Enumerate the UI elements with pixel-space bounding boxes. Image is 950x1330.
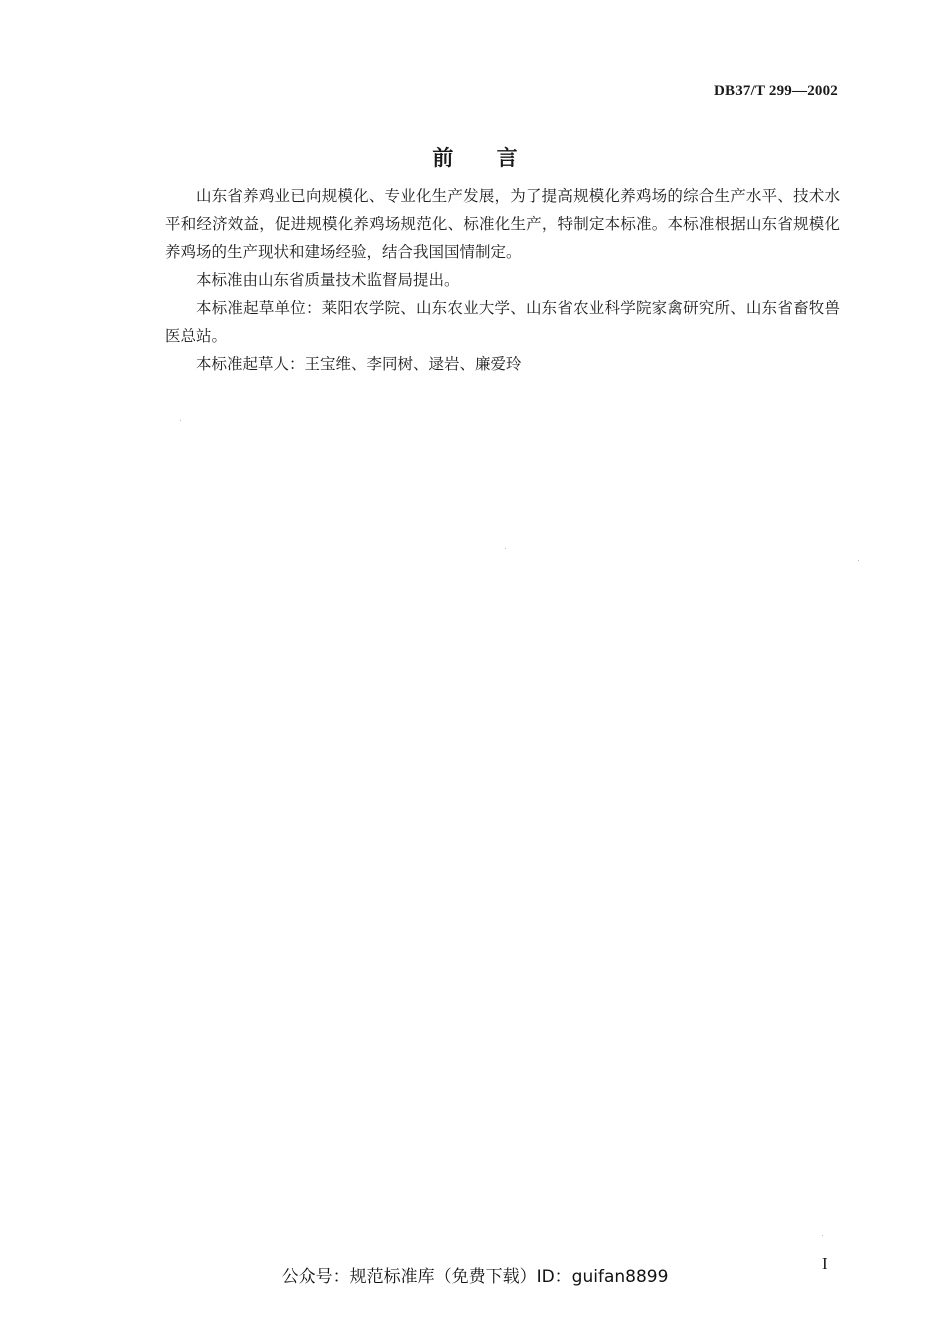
paragraph-drafting-units: 本标准起草单位：莱阳农学院、山东农业大学、山东省农业科学院家禽研究所、山东省畜牧兽医总站。: [165, 299, 840, 345]
page-title: 前 言: [432, 146, 536, 170]
paragraph-drafters: 本标准起草人：王宝维、李同树、逯岩、廉爱玲: [196, 355, 522, 373]
footer-watermark: 公众号：规范标准库（免费下载）ID：guifan8899: [281, 1267, 669, 1287]
foreword-body: [165, 182, 840, 378]
paragraph-intro: 山东省养鸡业已向规模化、专业化生产发展，为了提高规模化养鸡场的综合生产水平、技术水平和经济效益，促进规模化养鸡场规范化、标准化生产，特制定本标准。本标准根据山东省规模化养鸡场的生产现状和建场经验，结合我国国情制定。: [165, 187, 840, 261]
scan-speck: [858, 560, 859, 561]
scan-speck: [505, 548, 506, 549]
standard-code: DB37/T 299—2002: [714, 83, 838, 99]
scan-speck: [180, 420, 181, 421]
scan-speck: [822, 1235, 823, 1236]
page-number: I: [822, 1254, 828, 1273]
paragraph-proposer: 本标准由山东省质量技术监督局提出。: [196, 271, 460, 289]
